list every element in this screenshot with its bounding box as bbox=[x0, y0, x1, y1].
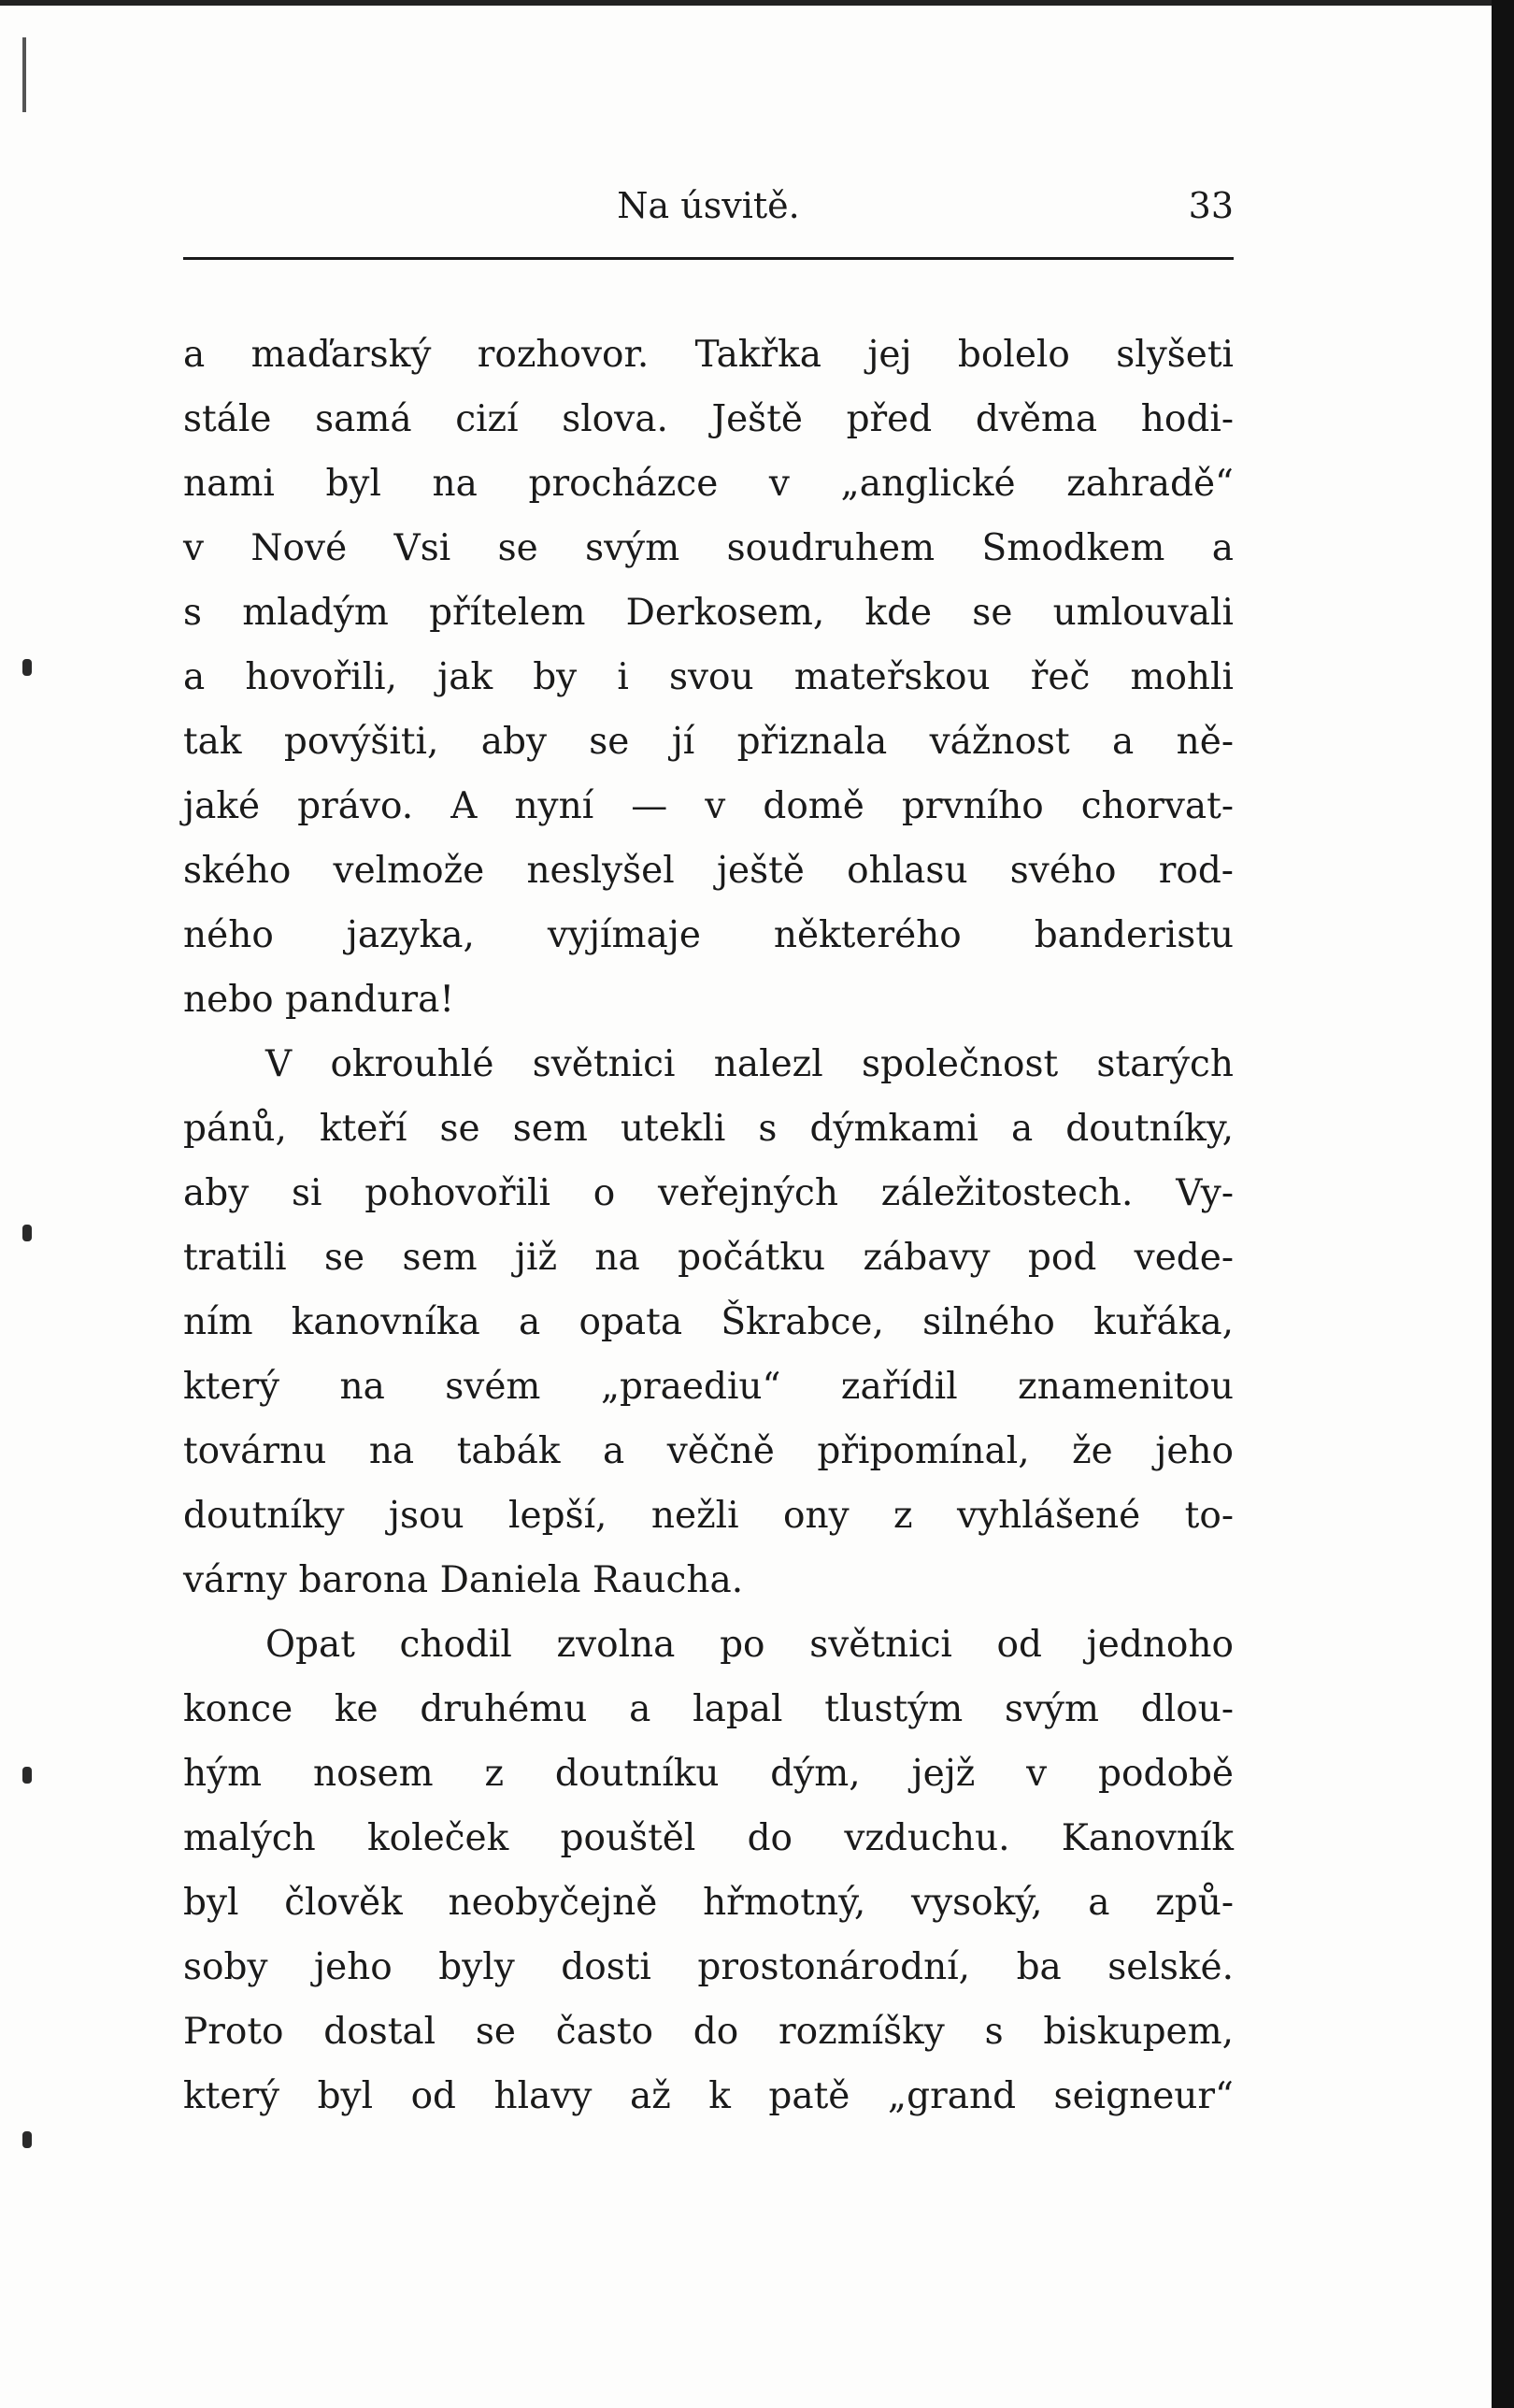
text-line: a maďarský rozhovor. Takřka jej bolelo slyšeti bbox=[183, 334, 1234, 376]
body-text bbox=[183, 322, 1234, 2128]
binding-shadow bbox=[22, 37, 26, 112]
page-top-edge bbox=[0, 0, 1514, 13]
text-line: pánů, kteří se sem utekli s dýmkami a doutníky, bbox=[183, 1108, 1234, 1150]
margin-speck bbox=[22, 659, 32, 676]
running-title: Na úsvitě. bbox=[617, 185, 800, 226]
paragraph-end-line: nebo pandura! bbox=[183, 979, 455, 1021]
text-line: tratili se sem již na počátku zábavy pod vede- bbox=[183, 1237, 1234, 1279]
text-line: továrnu na tabák a věčně připomínal, že jeho bbox=[183, 1430, 1234, 1472]
text-line: ného jazyka, vyjímaje některého banderistu bbox=[183, 914, 1234, 956]
text-line: který na svém „praediu“ zařídil znamenitou bbox=[183, 1366, 1234, 1408]
text-line: ním kanovníka a opata Škrabce, silného kuřáka, bbox=[183, 1301, 1234, 1343]
paragraph-first-line: V okrouhlé světnici nalezl společnost starých bbox=[265, 1043, 1234, 1085]
text-line: jaké právo. A nyní — v domě prvního chorvat- bbox=[183, 785, 1234, 827]
page-right-edge bbox=[1492, 0, 1514, 2408]
paragraph-end-line: várny barona Daniela Raucha. bbox=[183, 1559, 744, 1601]
text-line: který byl od hlavy až k patě „grand seigneur“ bbox=[183, 2075, 1234, 2117]
text-line: soby jeho byly dosti prostonárodní, ba selské. bbox=[183, 1946, 1234, 1988]
margin-speck bbox=[22, 2131, 32, 2148]
text-line: Proto dostal se často do rozmíšky s biskupem, bbox=[183, 2011, 1234, 2053]
paragraph-first-line: Opat chodil zvolna po světnici od jednoho bbox=[265, 1624, 1234, 1666]
text-line: byl člověk neobyčejně hřmotný, vysoký, a způ- bbox=[183, 1882, 1234, 1924]
text-line: a hovořili, jak by i svou mateřskou řeč mohli bbox=[183, 656, 1234, 698]
text-line: tak povýšiti, aby se jí přiznala vážnost a ně- bbox=[183, 721, 1234, 763]
text-line: stále samá cizí slova. Ještě před dvěma hodi- bbox=[183, 398, 1234, 440]
text-line: nami byl na procházce v „anglické zahradě“ bbox=[183, 463, 1234, 505]
text-line: hým nosem z doutníku dým, jejž v podobě bbox=[183, 1753, 1234, 1795]
page-header bbox=[183, 185, 1234, 241]
text-line: aby si pohovořili o veřejných záležitostech. Vy- bbox=[183, 1172, 1234, 1214]
page-number: 33 bbox=[1188, 185, 1234, 226]
margin-speck bbox=[22, 1767, 32, 1784]
text-line: doutníky jsou lepší, nežli ony z vyhlášené to- bbox=[183, 1495, 1234, 1537]
margin-speck bbox=[22, 1225, 32, 1241]
header-rule bbox=[183, 257, 1234, 260]
text-line: s mladým přítelem Derkosem, kde se umlouvali bbox=[183, 592, 1234, 634]
text-line: malých koleček pouštěl do vzduchu. Kanovník bbox=[183, 1817, 1234, 1859]
text-line: konce ke druhému a lapal tlustým svým dlou- bbox=[183, 1688, 1234, 1730]
text-line: ského velmože neslyšel ještě ohlasu svého rod- bbox=[183, 850, 1234, 892]
text-line: v Nové Vsi se svým soudruhem Smodkem a bbox=[183, 527, 1234, 569]
